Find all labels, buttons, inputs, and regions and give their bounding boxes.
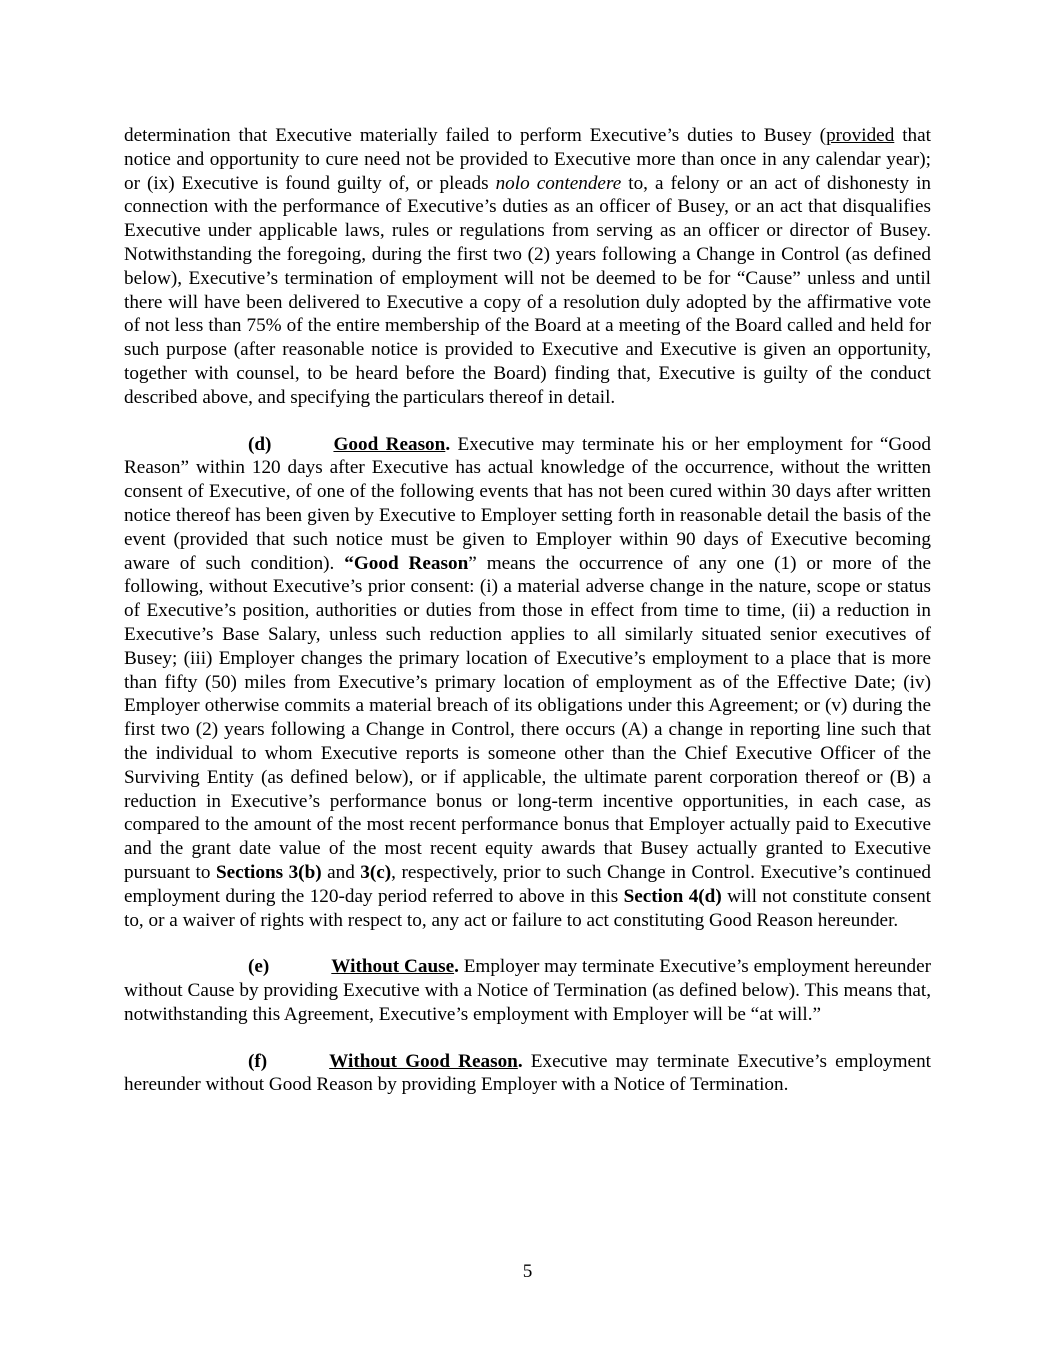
section-heading: Without Cause. <box>331 956 459 978</box>
paragraph-without-good-reason: (f) Without Good Reason. Executive may terminate Executive’s employment hereunder without Good Reason by providing Employer with a Notice of Termination. <box>124 1050 931 1096</box>
section-heading: Without Good Reason. <box>329 1050 523 1072</box>
section-number: (f) <box>248 1050 268 1072</box>
section-reference: Sections 3(b) <box>215 861 322 883</box>
document-page <box>124 124 931 1097</box>
provided-term: provided <box>826 125 895 146</box>
page-number: 5 <box>522 1261 533 1282</box>
section-number: (e) <box>248 956 270 978</box>
section-reference: 3(c) <box>360 861 392 883</box>
section-reference: Section 4(d) <box>623 885 722 907</box>
paragraph-without-cause: (e) Without Cause. Employer may terminate Executive’s employment hereunder without Cause by providing Executive with a Notice of Termination (as defined below). This means that, notwithstanding this Agreement, Executive’s employment with Employer will be “at will.” <box>124 956 931 1025</box>
defined-term: “Good Reason <box>344 552 469 574</box>
section-number: (d) <box>248 433 272 455</box>
section-heading: Good Reason. <box>333 433 451 455</box>
latin-term: nolo contendere <box>495 172 622 194</box>
paragraph-cause-continued: determination that Executive materially failed to perform Executive’s duties to Busey (provided that notice and opportunity to cure need not be provided to Executive more than once in any calendar year); or (ix) Executive is found guilty of, or pleads nolo contendere to, a felony or an act of dishonesty in connection with the performance of Executive’s duties as an officer of Busey, or an act that disqualifies Executive under applicable laws, rules or regulations from serving as an officer or director of Busey. Notwithstanding the foregoing, during the first two (2) years following a Change in Control (as defined below), Executive’s termination of employment will not be deemed to be for “Cause” unless and until there will have been delivered to Executive a copy of a resolution duly adopted by the affirmative vote of not less than 75% of the entire membership of the Board at a meeting of the Board called and held for such purpose (after reasonable notice is provided to Executive and Executive is given an opportunity, together with counsel, to be heard before the Board) finding that, Executive is guilty of the conduct described above, and specifying the particulars thereof in detail. <box>124 125 931 408</box>
paragraph-good-reason: (d) Good Reason. Executive may terminate his or her employment for “Good Reason” within 120 days after Executive has actual knowledge of the occurrence, without the written consent of Executive, of one of the following events that has not been cured within 30 days after written notice thereof has been given by Executive to Employer setting forth in reasonable detail the basis of the event (provided that such notice must be given to Employer within 90 days of Executive becoming aware of such condition). “Good Reason” means the occurrence of any one (1) or more of the following, without Executive’s prior consent: (i) a material adverse change in the nature, scope or status of Executive’s position, authorities or duties from those in effect from time to time, (ii) a reduction in Executive’s Base Salary, unless such reduction applies to all similarly situated senior executives of Busey; (iii) Employer changes the primary location of Executive’s employment to a place that is more than fifty (50) miles from Executive’s primary location of employment as of the Effective Date; (iv) Employer otherwise commits a material breach of its obligations under this Agreement; or (v) during the first two (2) years following a Change in Control, there occurs (A) a change in reporting line such that the individual to whom Executive reports is someone other than the Chief Executive Officer of the Surviving Entity (as defined below), or if applicable, the ultimate parent corporation thereof or (B) a reduction in Executive’s performance bonus or long-term incentive opportunities, in each case, as compared to the amount of the most recent performance bonus that Employer actually paid to Executive and the grant date value of the most recent equity awards that Busey actually granted to Executive pursuant to Sections 3(b) and 3(c), respectively, prior to such Change in Control. Executive’s continued employment during the 120-day period referred to above in this Section 4(d) will not constitute consent to, or a waiver of rights with respect to, any act or failure to act constituting Good Reason hereunder. <box>124 433 932 931</box>
